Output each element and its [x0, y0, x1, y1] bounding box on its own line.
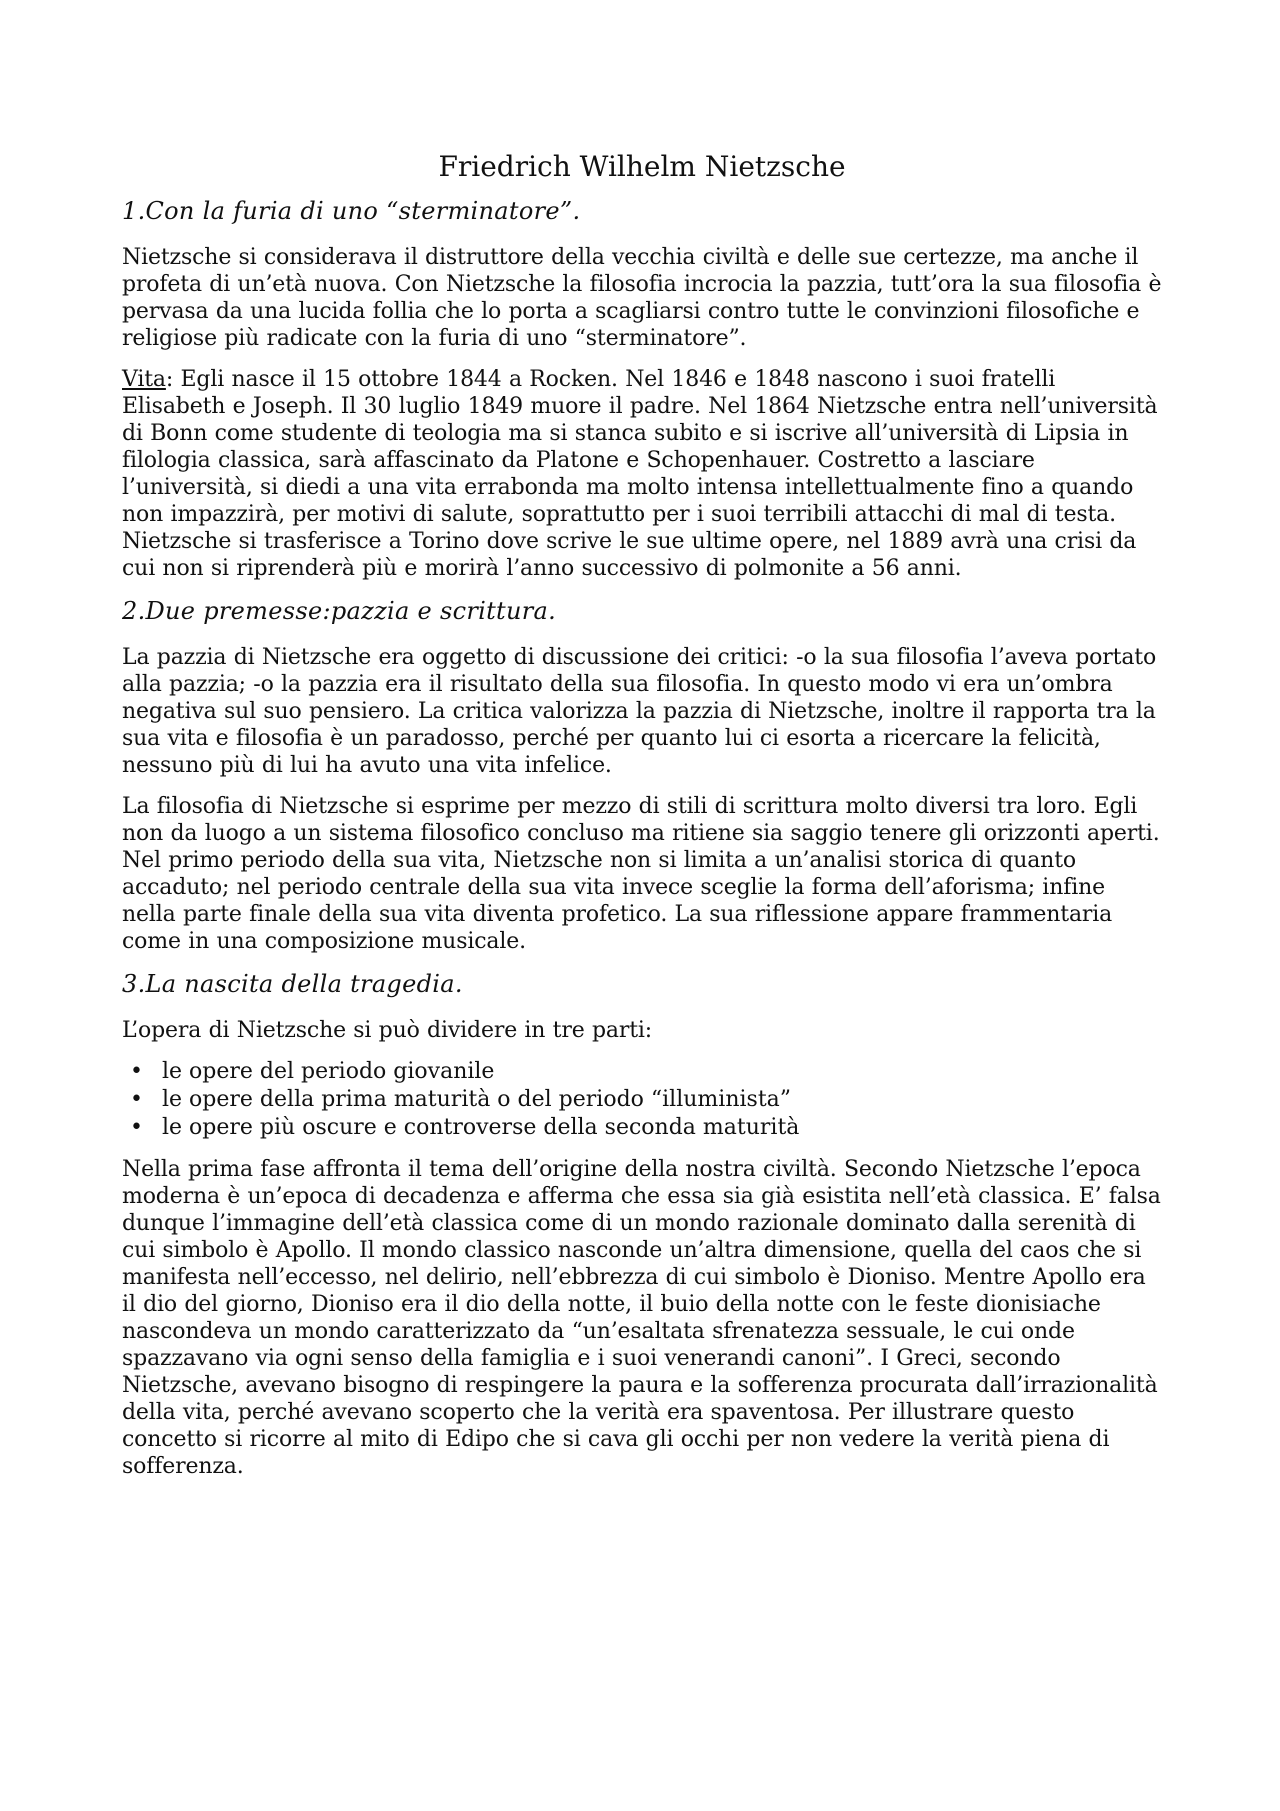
section-3 [122, 969, 1162, 1480]
bullet-icon: • [130, 1115, 143, 1140]
paragraph: Nietzsche si considerava il distruttore della vecchia civiltà e delle sue certezze, ma anche il profeta di un’età nuova. Con Nietzsche la filosofia incrocia la pazzia, tutt’ora la sua filosofia è pervasa da una lucida follia che lo porta a scagliarsi contro tutte le convinzioni filosofiche e religiose più radicate con la furia di uno “sterminatore”. [122, 245, 1162, 351]
list-item [122, 1058, 1162, 1086]
section-heading: 1.Con la furia di uno “sterminatore”. [122, 197, 581, 225]
bullet-icon: • [130, 1087, 143, 1112]
paragraph: L’opera di Nietzsche si può dividere in tre parti: [122, 1018, 653, 1043]
paragraph: La filosofia di Nietzsche si esprime per mezzo di stili di scrittura molto diversi tra loro. Egli non da luogo a un sistema filosofico concluso ma ritiene sia saggio tenere gli orizzonti aperti. Nel primo periodo della sua vita, Nietzsche non si limita a un’analisi storica di quanto accaduto; nel periodo centrale della sua vita invece sceglie la forma dell’aforisma; infine nella parte finale della sua vita diventa profetico. La sua riflessione appare frammentaria come in una composizione musicale. [122, 794, 1160, 954]
list-item [122, 1114, 1162, 1142]
section-1 [122, 196, 1162, 582]
list-item-text: le opere della prima maturità o del periodo “illuminista” [162, 1087, 792, 1112]
list-item [122, 1086, 1162, 1114]
paragraph: Nella prima fase affronta il tema dell’origine della nostra civiltà. Secondo Nietzsche l’epoca moderna è un’epoca di decadenza e afferma che essa sia già esistita nell’età classica. E’ falsa dunque l’immagine dell’età classica come di un mondo razionale dominato dalla serenità di cui simbolo è Apollo. Il mondo classico nasconde un’altra dimensione, quella del caos che si manifesta nell’eccesso, nel delirio, nell’ebbrezza di cui simbolo è Dioniso. Mentre Apollo era il dio del giorno, Dioniso era il dio della notte, il buio della notte con le feste dionisiache nascondeva un mondo caratterizzato da “un’esaltata sfrenatezza sessuale, le cui onde spazzavano via ogni senso della famiglia e i suoi venerandi canoni”. I Greci, secondo Nietzsche, avevano bisogno di respingere la paura e la sofferenza procurata dall’irrazionalità della vita, perché avevano scoperto che la verità era spaventosa. Per illustrare questo concetto si ricorre al mito di Edipo che si cava gli occhi per non vedere la verità piena di sofferenza. [122, 1157, 1161, 1479]
section-2 [122, 596, 1162, 955]
bullet-list [122, 1058, 1162, 1142]
bullet-icon: • [130, 1059, 143, 1084]
vita-text: : Egli nasce il 15 ottobre 1844 a Rocken. Nel 1846 e 1848 nascono i suoi fratelli Elisabeth e Joseph. Il 30 luglio 1849 muore il padre. Nel 1864 Nietzsche entra nell’università di Bonn come studente di teologia ma si stanca subito e si iscrive all’università di Lipsia in filologia classica, sarà affascinato da Platone e Schopenhauer. Costretto a lasciare l’università, si diedi a una vita errabonda ma molto intensa intellettualmente fino a quando non impazzirà, per motivi di salute, soprattutto per i suoi terribili attacchi di mal di testa. Nietzsche si trasferisce a Torino dove scrive le sue ultime opere, nel 1889 avrà una crisi da cui non si riprenderà più e morirà l’anno successivo di polmonite a 56 anni. [122, 367, 1158, 581]
list-item-text: le opere più oscure e controverse della seconda maturità [162, 1115, 800, 1140]
document-title: Friedrich Wilhelm Nietzsche [438, 150, 846, 183]
paragraph-vita [122, 366, 1162, 582]
paragraph: La pazzia di Nietzsche era oggetto di discussione dei critici: -o la sua filosofia l’aveva portato alla pazzia; -o la pazzia era il risultato della sua filosofia. In questo modo vi era un’ombra negativa sul suo pensiero. La critica valorizza la pazzia di Nietzsche, inoltre il rapporta tra la sua vita e filosofia è un paradosso, perché per quanto lui ci esorta a ricercare la felicità, nessuno più di lui ha avuto una vita infelice. [122, 645, 1157, 778]
list-item-text: le opere del periodo giovanile [162, 1059, 495, 1084]
section-heading: 3.La nascita della tragedia. [122, 970, 463, 998]
vita-label: Vita [122, 367, 166, 392]
section-heading: 2.Due premesse:pazzia e scrittura. [122, 597, 557, 625]
document-page [122, 150, 1162, 1494]
